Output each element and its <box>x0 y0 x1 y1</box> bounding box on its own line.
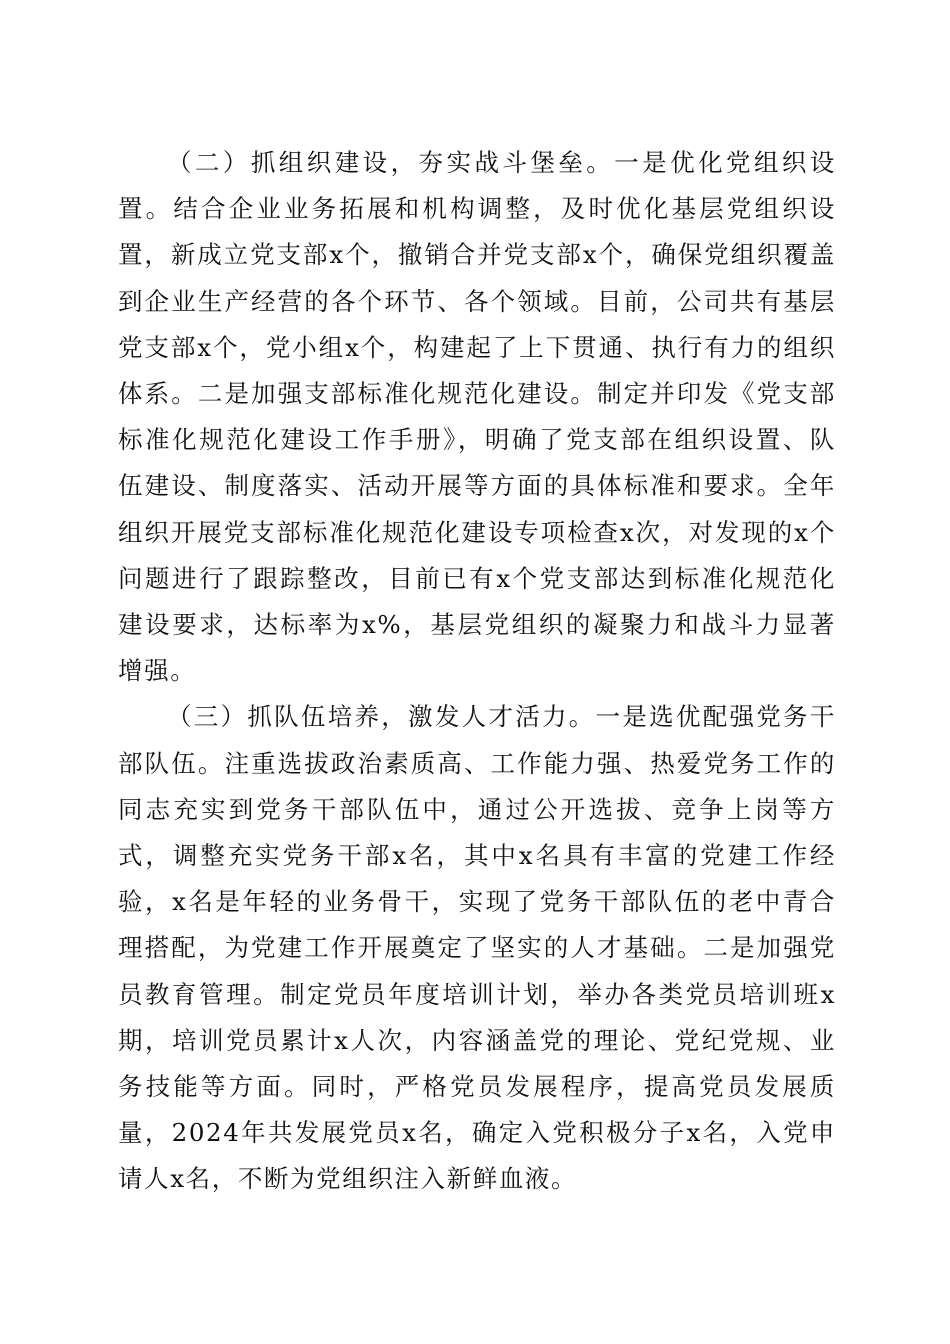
document-body <box>118 140 836 1203</box>
section-heading-team: （三）抓队伍培养，激发人才活力。 <box>167 702 596 732</box>
section-text-organization: 一是优化党组织设置。结合企业业务拓展和机构调整，及时优化基层党组织设置，新成立党支部x个，撤销合并党支部x个，确保党组织覆盖到企业生产经营的各个环节、各个领域。目前，公司共有基层党支部x个，党小组x个，构建起了上下贯通、执行有力的组织体系。二是加强支部标准化规范化建设。制定并印发《党支部标准化规范化建设工作手册》，明确了党支部在组织设置、队伍建设、制度落实、活动开展等方面的具体标准和要求。全年组织开展党支部标准化规范化建设专项检查x次，对发现的x个问题进行了跟踪整改，目前已有x个党支部达到标准化规范化建设要求，达标率为x%，基层党组织的凝聚力和战斗力显著增强。 <box>118 148 836 686</box>
section-text-team: 一是选优配强党务干部队伍。注重选拔政治素质高、工作能力强、热爱党务工作的同志充实到党务干部队伍中，通过公开选拔、竞争上岗等方式，调整充实党务干部x名，其中x名具有丰富的党建工作经验，x名是年轻的业务骨干，实现了党务干部队伍的老中青合理搭配，为党建工作开展奠定了坚实的人才基础。二是加强党员教育管理。制定党员年度培训计划，举办各类党员培训班x期，培训党员累计x人次，内容涵盖党的理论、党纪党规、业务技能等方面。同时，严格党员发展程序，提高党员发展质量，2024年共发展党员x名，确定入党积极分子x名，入党申请人x名，不断为党组织注入新鲜血液。 <box>118 702 836 1194</box>
paragraph-team-training <box>118 694 836 1202</box>
section-heading-organization: （二）抓组织建设，夯实战斗堡垒。 <box>167 148 615 177</box>
paragraph-organization-building <box>118 140 836 694</box>
